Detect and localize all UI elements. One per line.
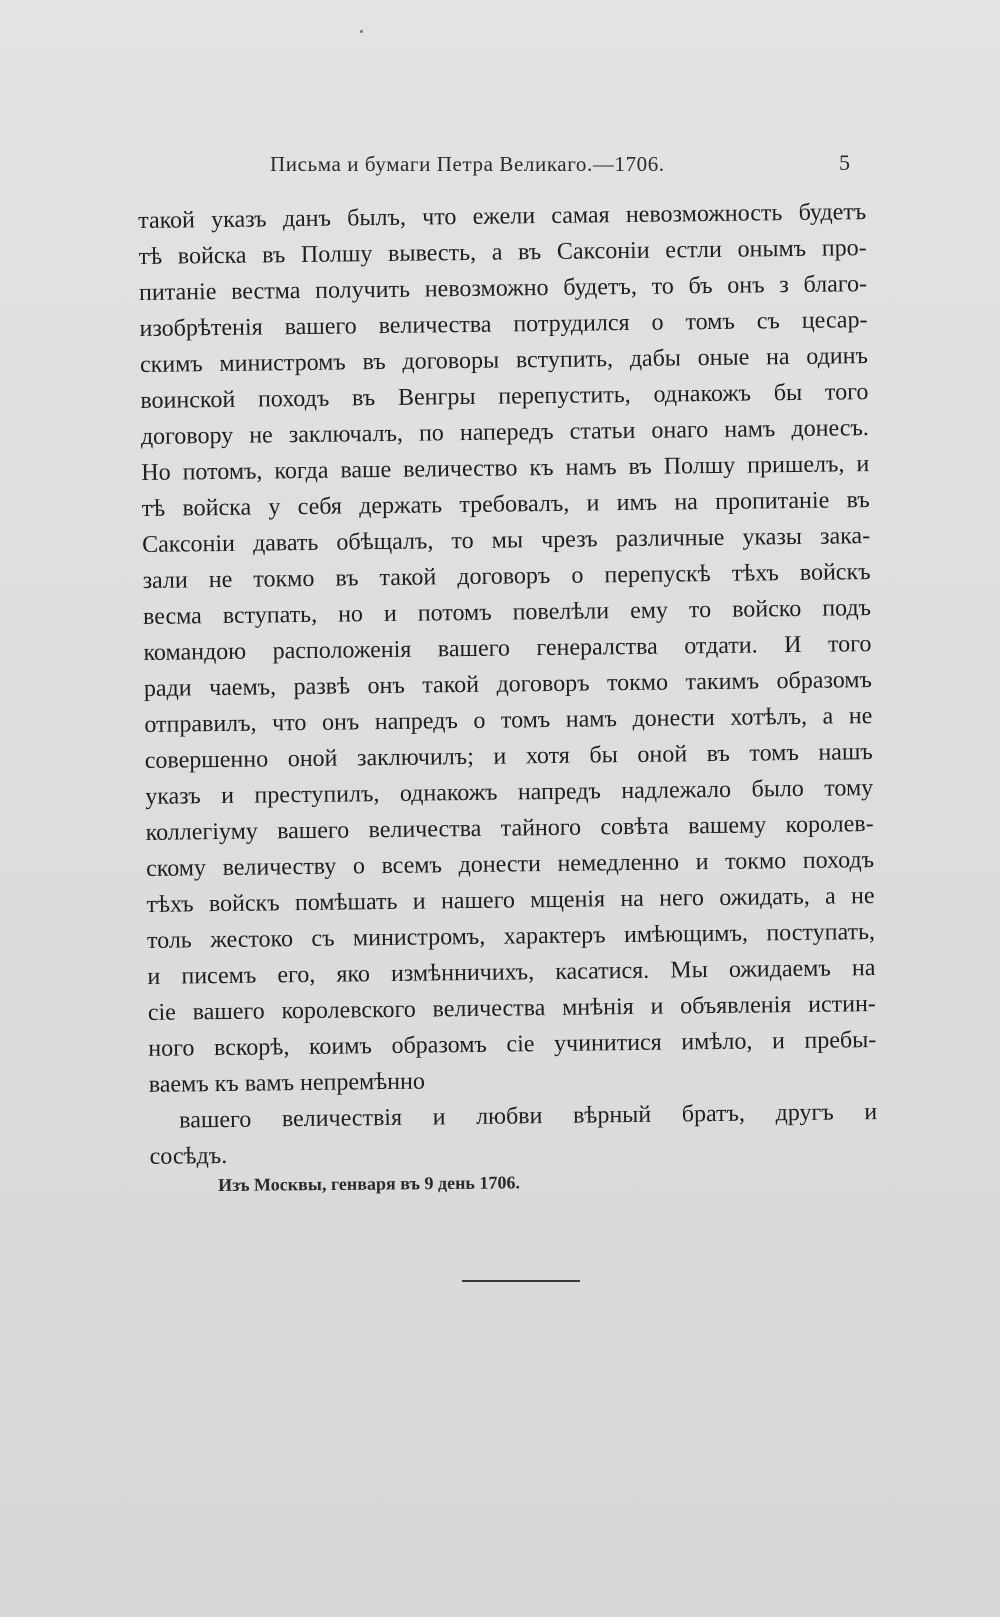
end-rule	[462, 1280, 580, 1282]
date-line: Изъ Москвы, генваря въ 9 день 1706.	[218, 1172, 520, 1195]
signoff-line: сосѣдъ.	[149, 1142, 228, 1170]
text-line: тѣ войска въ Полшу вывесть, а въ Саксоніи естли онымъ про-	[138, 235, 867, 270]
text-line: ваемъ къ вамъ непремѣнно	[148, 1068, 426, 1098]
text-line: коллегіуму вашего величества тайного совѣта вашему королев-	[145, 811, 874, 846]
running-title: Письма и бумаги Петра Великаго.—1706.	[270, 152, 665, 176]
text-line: сіе вашего королевского величества мнѣнія и объявленія истин-	[147, 991, 877, 1026]
text-line: такой указъ данъ былъ, что ежели самая невозможность будетъ	[138, 199, 867, 234]
text-line: воинской походъ въ Венгры перепустить, однакожъ бы того	[140, 379, 869, 414]
text-line: и писемъ его, яко измѣнничихъ, касатися. Мы ожидаемъ на	[147, 955, 876, 990]
text-line: ного вскорѣ, коимъ образомъ сіе учинитися имѣло, и пребы-	[148, 1027, 877, 1062]
text-line: командою расположенія вашего генералства отдати. И того	[143, 631, 872, 666]
letter-body	[138, 194, 878, 1175]
text-line: тѣ войска у себя держать требовалъ, и имъ на пропитаніе въ	[141, 487, 870, 522]
text-line: изобрѣтенія вашего величества потрудился о томъ съ цесар-	[139, 307, 868, 342]
page-header	[150, 150, 850, 184]
text-line: скому величеству о всемъ донести немедленно и токмо походъ	[145, 847, 875, 882]
text-line: толь жестоко съ министромъ, характеръ имѣющимъ, поступать,	[146, 919, 876, 954]
text-line: весма вступать, но и потомъ повелѣли ему то войско подъ	[142, 595, 872, 630]
text-line: отправилъ, что онъ напредъ о томъ намъ донести хотѣлъ, а не	[144, 703, 873, 738]
text-line: зали не токмо въ такой договоръ о перепускѣ тѣхъ войскъ	[142, 559, 871, 594]
text-line: Саксоніи давать обѣщалъ, то мы чрезъ различные указы зака-	[142, 523, 871, 558]
text-line: скимъ министромъ въ договоры вступить, дабы оные на одинъ	[139, 343, 869, 378]
text-line: питаніе вестма получить невозможно будетъ, то бъ онъ з благо-	[138, 271, 868, 306]
paper-speck	[360, 30, 363, 33]
page-number: 5	[839, 150, 850, 175]
text-line: тѣхъ войскъ помѣшать и нашего мщенія на него ожидать, а не	[146, 883, 875, 918]
text-line: ради чаемъ, развѣ онъ такой договоръ токмо такимъ образомъ	[143, 667, 873, 702]
signoff-line: вашего величествія и любви вѣрный братъ, другъ и	[179, 1099, 878, 1134]
text-line: указъ и преступилъ, однакожъ напредъ надлежало было тому	[145, 775, 874, 810]
text-line: совершенно оной заключилъ; и хотя бы оной въ томъ нашъ	[144, 739, 873, 774]
text-line: Но потомъ, когда ваше величество къ намъ въ Полшу пришелъ, и	[141, 451, 870, 486]
text-line: договору не заключалъ, по напередъ статьи онаго намъ донесъ.	[140, 415, 869, 450]
